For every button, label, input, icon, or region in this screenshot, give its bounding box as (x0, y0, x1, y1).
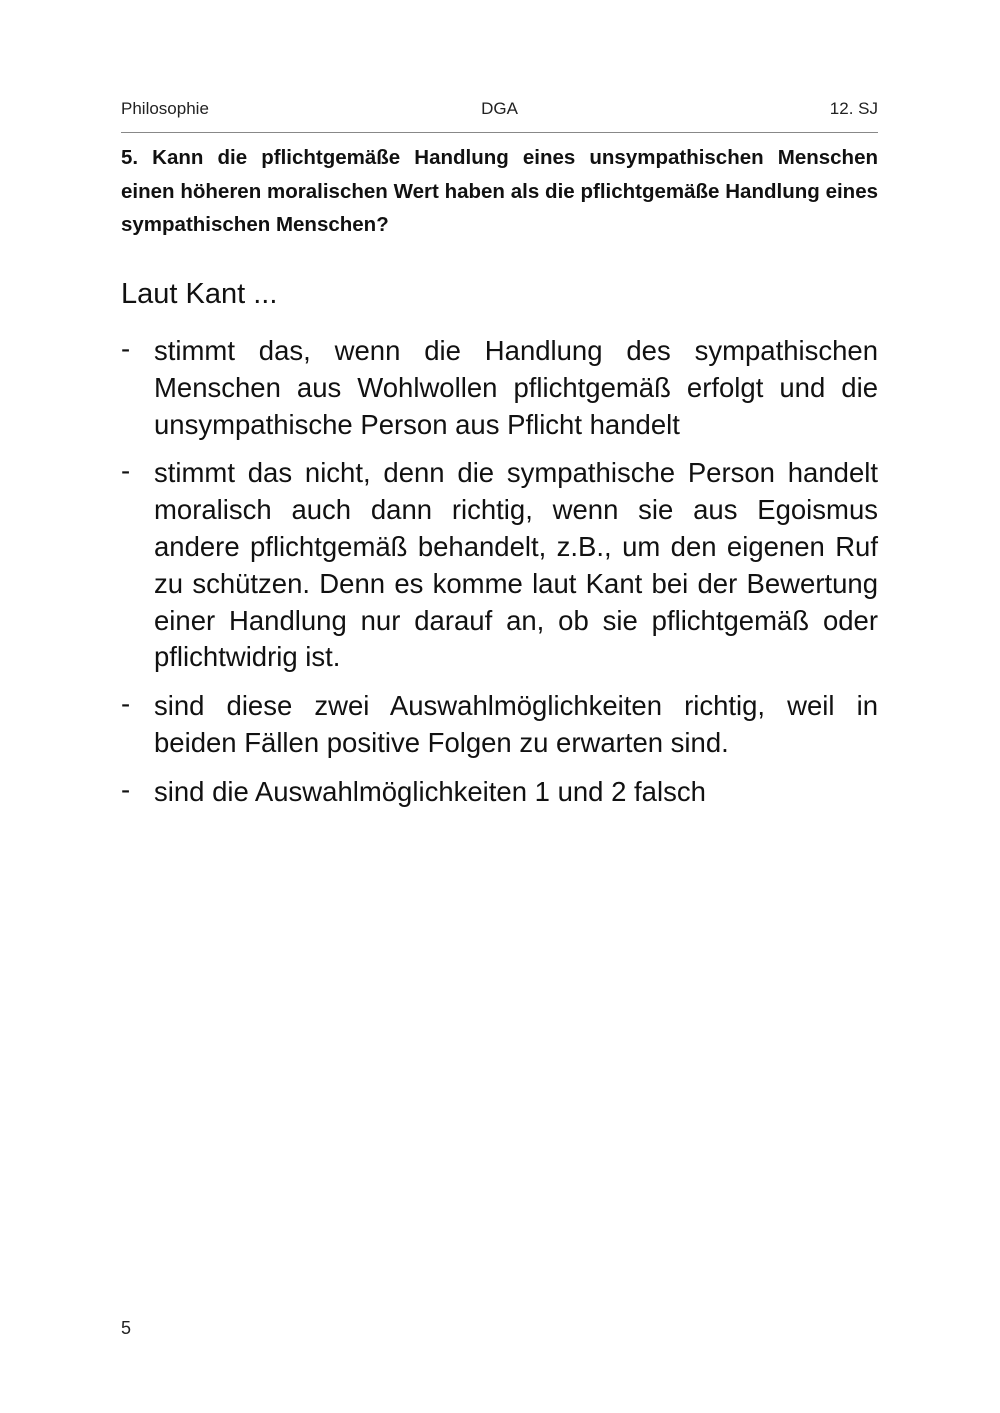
header-year: 12. SJ (829, 99, 878, 118)
answer-intro: Laut Kant ... (121, 278, 278, 310)
option-marker: - (121, 688, 131, 720)
option-marker: - (121, 773, 131, 805)
page-header (121, 99, 878, 125)
header-school: DGA (481, 99, 518, 118)
header-divider (121, 132, 878, 133)
page-number: 5 (121, 1318, 132, 1338)
answer-option-3[interactable] (121, 688, 878, 762)
option-text: sind diese zwei Auswahlmöglichkeiten richtig, weil in beiden Fällen positive Folgen zu erwarten sind. (154, 690, 878, 758)
header-subject: Philosophie (121, 99, 209, 118)
answer-option-1[interactable] (121, 333, 878, 443)
answer-option-4[interactable] (121, 774, 878, 811)
answer-options-list (121, 333, 878, 823)
option-text: stimmt das, wenn die Handlung des sympathischen Menschen aus Wohlwollen pflichtgemäß erfolgt und die unsympathische Person aus Pflicht handelt (154, 335, 878, 440)
question-text: 5. Kann die pflichtgemäße Handlung eines unsympathischen Menschen einen höheren moralischen Wert haben als die pflichtgemäße Handlung eines sympathischen Menschen? (121, 146, 878, 236)
answer-option-2[interactable] (121, 455, 878, 676)
option-text: sind die Auswahlmöglichkeiten 1 und 2 falsch (154, 775, 706, 807)
option-text: stimmt das nicht, denn die sympathische Person handelt moralisch auch dann richtig, wenn sie aus Egoismus andere pflichtgemäß behandelt, z.B., um den eigenen Ruf zu schützen. Denn es komme laut Kant bei der Bewertung einer Handlung nur darauf an, ob sie pflichtgemäß oder pflichtwidrig ist. (154, 457, 878, 673)
option-marker: - (121, 455, 131, 487)
option-marker: - (121, 333, 131, 364)
